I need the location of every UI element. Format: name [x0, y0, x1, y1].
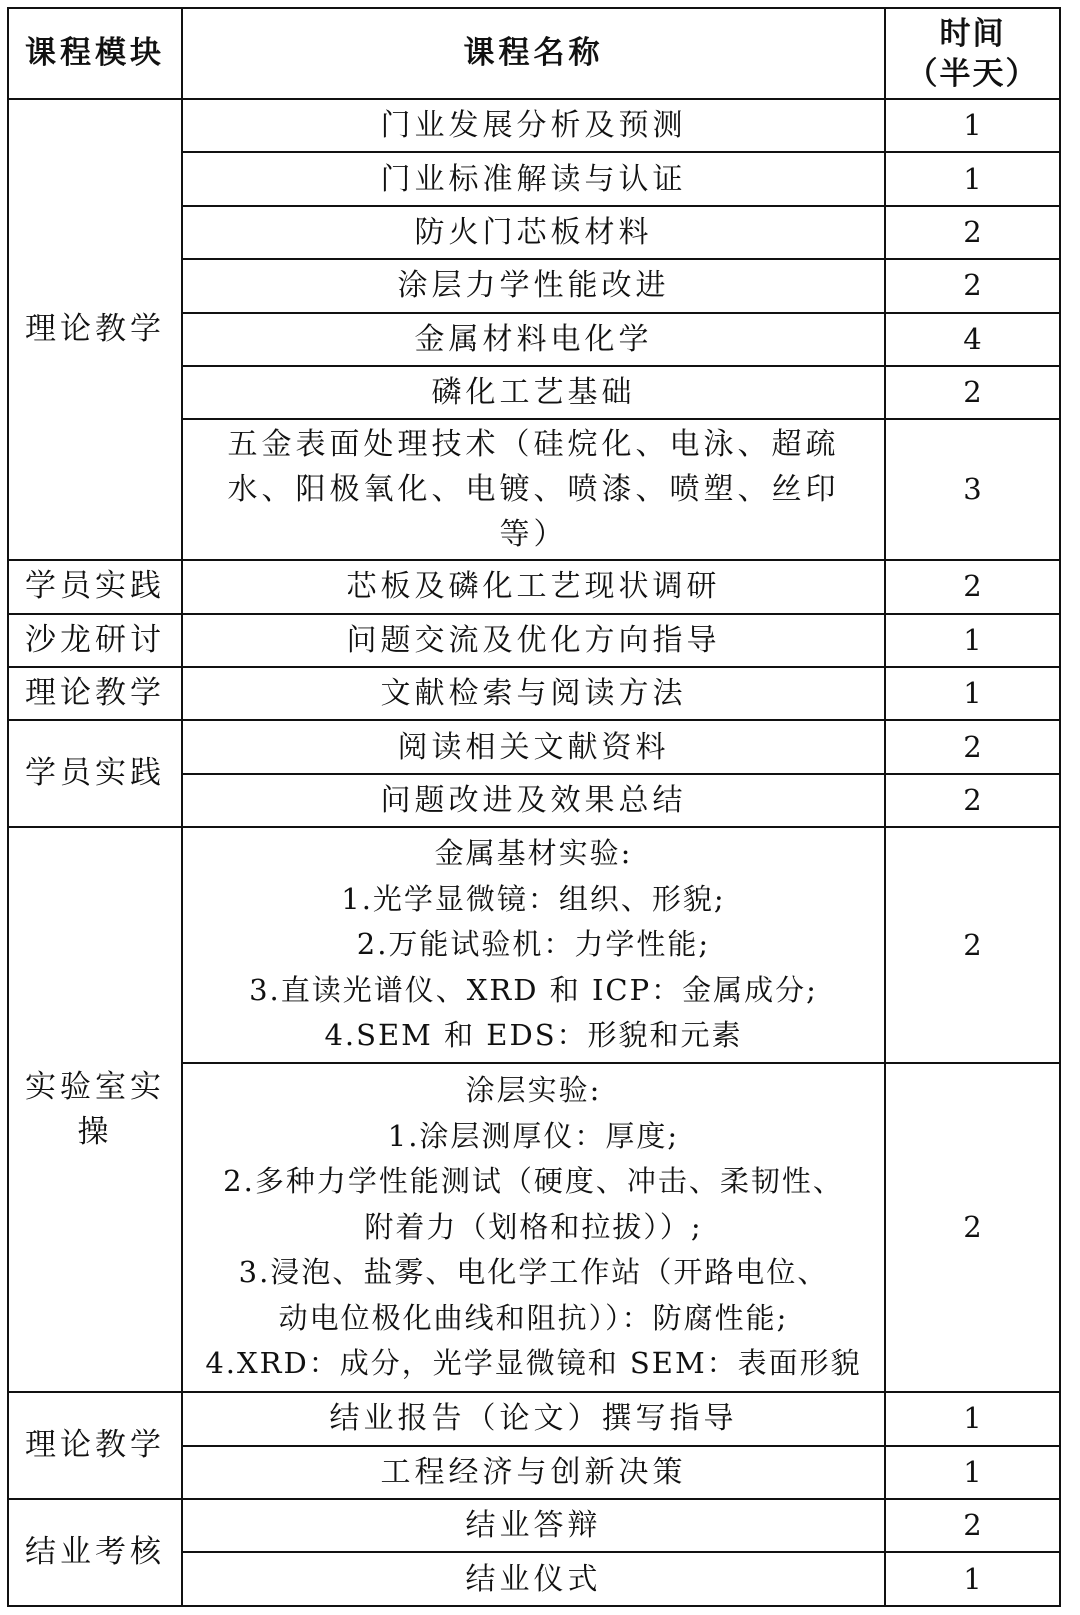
course-cell: 磷化工艺基础: [182, 366, 885, 419]
course-line: 3.浸泡、盐雾、电化学工作站（开路电位、: [238, 1255, 829, 1290]
course-cell: 防火门芯板材料: [182, 206, 885, 259]
course-line: 五金表面处理技术（硅烷化、电泳、超疏: [227, 427, 840, 463]
table-row: [8, 667, 1060, 720]
time-cell: 1: [885, 99, 1060, 152]
header-module: 课程模块: [8, 8, 182, 99]
course-cell-multiline: [182, 419, 885, 560]
header-course: 课程名称: [182, 8, 885, 99]
table-row: [8, 1499, 1060, 1552]
module-cell: 理论教学: [8, 667, 182, 720]
course-cell: 问题改进及效果总结: [182, 774, 885, 827]
course-line: 动电位极化曲线和阻抗））：防腐性能;: [278, 1300, 789, 1335]
course-cell: 结业报告（论文）撰写指导: [182, 1392, 885, 1445]
course-cell: 金属材料电化学: [182, 313, 885, 366]
table-row: [8, 1392, 1060, 1445]
header-time-line1: 时间: [939, 15, 1006, 52]
header-row: [8, 8, 1060, 99]
module-cell: [8, 827, 182, 1392]
course-line: 水、阳极氧化、电镀、喷漆、喷塑、丝印: [227, 472, 840, 508]
course-line: 涂层实验:: [465, 1073, 602, 1108]
time-cell: 2: [885, 827, 1060, 1063]
course-cell: 门业发展分析及预测: [182, 99, 885, 152]
time-cell: 1: [885, 614, 1060, 667]
course-cell-multiline: [182, 827, 885, 1063]
course-line: 3.直读光谱仪、XRD 和 ICP：金属成分;: [249, 972, 818, 1007]
time-cell: 1: [885, 1552, 1060, 1606]
table-row: [8, 614, 1060, 667]
course-cell: 问题交流及优化方向指导: [182, 614, 885, 667]
header-time: [885, 8, 1060, 99]
time-cell: 2: [885, 259, 1060, 312]
time-cell: 2: [885, 206, 1060, 259]
course-line: 附着力（划格和拉拔））;: [364, 1209, 703, 1244]
course-cell: 工程经济与创新决策: [182, 1446, 885, 1499]
time-cell: 1: [885, 667, 1060, 720]
module-line: 实验室实: [25, 1068, 165, 1105]
table-row: [8, 720, 1060, 773]
course-line: 2.多种力学性能测试（硬度、冲击、柔韧性、: [223, 1164, 844, 1199]
course-cell: 涂层力学性能改进: [182, 259, 885, 312]
course-cell: 门业标准解读与认证: [182, 152, 885, 205]
module-cell: 理论教学: [8, 1392, 182, 1499]
time-cell: 2: [885, 366, 1060, 419]
module-cell: 学员实践: [8, 560, 182, 613]
time-cell: 4: [885, 313, 1060, 366]
course-line: 4.XRD：成分，光学显微镜和 SEM：表面形貌: [205, 1346, 862, 1381]
time-cell: 2: [885, 1499, 1060, 1552]
course-line: 2.万能试验机：力学性能;: [356, 927, 711, 962]
course-cell: 芯板及磷化工艺现状调研: [182, 560, 885, 613]
time-cell: 2: [885, 774, 1060, 827]
course-cell: 结业仪式: [182, 1552, 885, 1606]
time-cell: 1: [885, 1446, 1060, 1499]
course-cell: 文献检索与阅读方法: [182, 667, 885, 720]
module-cell: 理论教学: [8, 99, 182, 560]
time-cell: 1: [885, 1392, 1060, 1445]
course-cell: 结业答辩: [182, 1499, 885, 1552]
module-cell: 沙龙研讨: [8, 614, 182, 667]
course-cell: 阅读相关文献资料: [182, 720, 885, 773]
course-line: 等）: [499, 517, 568, 553]
course-line: 金属基材实验:: [434, 836, 633, 871]
time-cell: 2: [885, 720, 1060, 773]
course-line: 4.SEM 和 EDS：形貌和元素: [324, 1018, 743, 1053]
time-cell: 2: [885, 1063, 1060, 1392]
course-line: 1.涂层测厚仪：厚度;: [387, 1118, 680, 1153]
module-line: 操: [77, 1113, 113, 1150]
table-row: [8, 560, 1060, 613]
table-row: [8, 99, 1060, 152]
time-cell: 1: [885, 152, 1060, 205]
time-cell: 3: [885, 419, 1060, 560]
module-cell: 结业考核: [8, 1499, 182, 1606]
course-cell-multiline: [182, 1063, 885, 1392]
module-cell: 学员实践: [8, 720, 182, 827]
header-time-line2: （半天）: [906, 55, 1039, 92]
course-line: 1.光学显微镜：组织、形貌;: [341, 881, 726, 916]
course-schedule-table: [7, 7, 1061, 1607]
time-cell: 2: [885, 560, 1060, 613]
table-row: [8, 827, 1060, 1063]
